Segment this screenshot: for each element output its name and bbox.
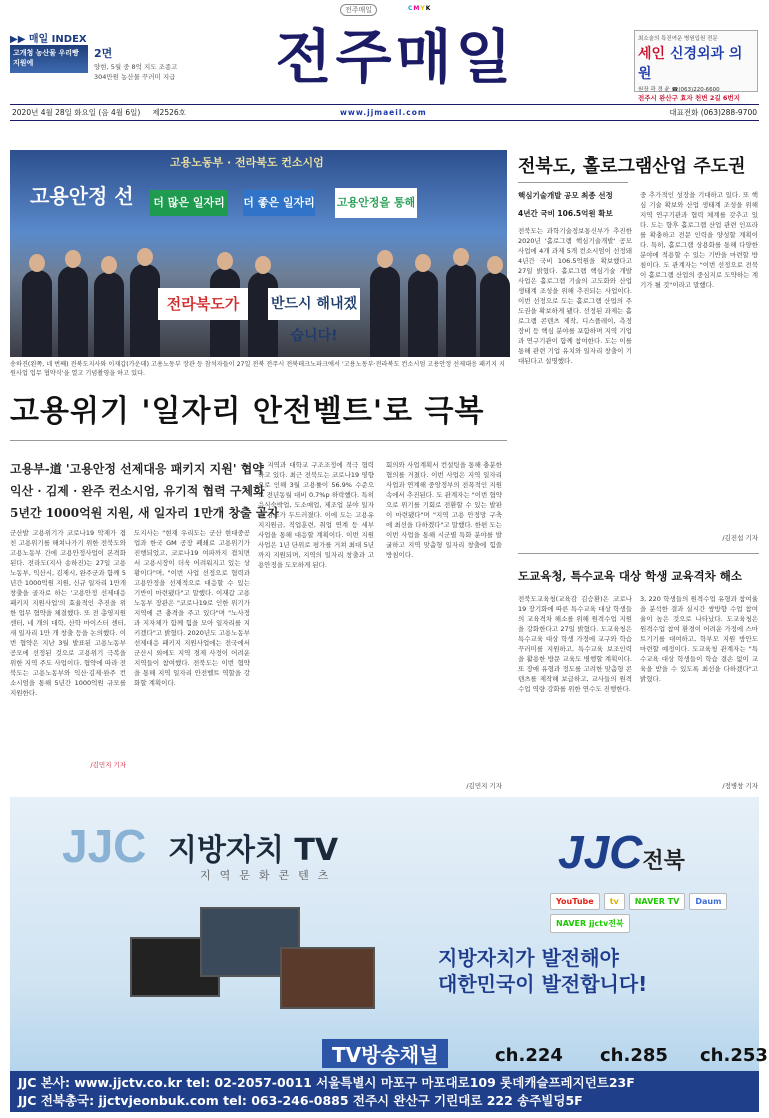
- photo-sign-jeonbuk: 전라북도가: [158, 288, 248, 320]
- hologram-headline[interactable]: 전북도, 홀로그램산업 주도권: [518, 156, 746, 177]
- special-edu-byline: /정병창 기자: [722, 782, 758, 790]
- person-head: [29, 254, 45, 272]
- index-line-1: 양현, 5월 중 8억 지도 조종고: [94, 63, 178, 71]
- hologram-column-2: 중 추가적인 성장을 기대하고 있다. 또 핵심 기술 확보와 산업 생태계 조성을 위해 지역 연구기관과 협력 체계를 갖추고 있다. 도는 향후 홀로그램 산업 관련 인프라를 확충하고 전문 인력을 양성할 계획이다. 특히, 홀로그램 상용화를 통해 다양한 분야에 적용할 수 있는 기반을 마련할 방침이다. 도 관계자는 "이번 선정으로 전북이 홀로그램 산업의 중심지로 도약하는 계기가 될 것"이라고 말했다.: [640, 191, 758, 289]
- person-figure: [370, 266, 400, 357]
- person-figure: [58, 266, 88, 357]
- issue-number: 제2526호: [152, 108, 186, 117]
- photo-sign-pledge: 반드시 해내겠습니다!: [268, 288, 360, 320]
- person-figure: [130, 264, 160, 357]
- person-figure: [22, 270, 52, 357]
- index-page[interactable]: 2면: [94, 47, 113, 60]
- photo-backdrop-text: 고용노동부 · 전라북도 컨소시엄: [170, 156, 324, 169]
- person-head: [377, 250, 393, 268]
- index-label-text: 매일 INDEX: [28, 34, 87, 45]
- main-phone: 대표전화 (063)288-9700: [669, 108, 757, 117]
- person-head: [65, 250, 81, 268]
- article-column-3: 는 지역과 대학교 구조조정에 적극 협력하고 있다. 최근 전북도는 코로나19 영향으로 인해 3월 고용률이 56.9% 수준으로 전년동월 대비 0.7%p 하락했다. 특히 음식숙박업, 도소매업, 제조업 분야 일자리 감소가 두드러졌다. 이에 도는 고용유지지원금, 직업훈련, 취업 연계 등 세부 사업을 통해 대응할 계획이다. 이번 지원 사업은 1년 단위로 평가를 거쳐 최대 5년까지 지원되며, 지역의 일자리 창출과 고용안정을 도모하게 된다.: [258, 461, 374, 569]
- uplus-channel: ch.253: [700, 1045, 768, 1066]
- hospital-ad-phone: 원장 곽 경 윤 ☎(063)220-6600: [638, 87, 720, 93]
- hologram-subhead-1: 핵심기술개발 공모 최종 선정: [518, 191, 613, 200]
- kt-channel: ch.224: [495, 1045, 563, 1066]
- subheadline-1: 고용부-道 '고용안정 선제대응 패키지 지원' 협약: [10, 462, 264, 476]
- cmyk-y: Y: [420, 5, 426, 12]
- index-thumbnail[interactable]: 고개청 농산물 우리빵 지원에: [10, 45, 88, 73]
- jjc-slogan: [438, 945, 647, 997]
- photo-people: [10, 222, 507, 357]
- jjc-jeonbuk-suffix: 전북: [642, 848, 685, 873]
- person-figure: [408, 270, 438, 357]
- cmyk-m: M: [413, 5, 421, 12]
- photo-banner-text: 고용안정 선: [30, 184, 134, 208]
- hospital-ad[interactable]: [634, 30, 758, 102]
- person-head: [487, 256, 503, 274]
- hologram-column-1: 전북도는 과학기술정보통신부가 추진한 2020년 '홀로그램 핵심기술개발' 공모사업에 4개 과제 5개 컨소시엄이 선정돼 4년간 국비 106.5억원을 확보했다고 27일 밝혔다. 홀로그램 핵심기술 개발 사업은 홀로그램 기술의 고도화와 산업 생태계 조성을 위해 추진되는 사업이다. 이번 선정으로 도는 홀로그램 산업의 주도권을 확보하게 됐다. 선정된 과제는 홀로그램 콘텐츠 제작, 디스플레이, 측정 장비 등 핵심 분야를 포함하며 지역 기업과 연구기관이 함께 참여한다. 도는 이를 통해 관련 기업 유치와 일자리 창출이 기대된다고 설명했다.: [518, 227, 632, 365]
- print-mark: 전주매일: [340, 4, 377, 16]
- photo-sign-more-jobs: 더 많은 일자리: [150, 190, 228, 216]
- hologram-byline: /김진섭 기자: [722, 534, 758, 542]
- article-column-1: 군산발 고용위기가 코로나19 악재가 겹친 고용위기를 해쳐나가기 위한 전북도와 고용노동부 간에 고용안정사업이 본격화된다. 전라도(지사 송하진)는 27일 고용노동부, 익산시, 김제시, 완주군과 함께 5년간 1000억원 지원, 신규 일자리 1만개 창출을 골자로 하는 '고용안정 선제대응 패키지 지원사업'의 효율적인 추진을 위한 업무 협약을 체결했다. 또 전 총영지원센터, 네 개의 대학, 산학 마이스터 센터, 새 일자리 1만 개 창출 등을 논의했다. 이번 협약은 지난 3월 발표된 고용노동부 공모에 선정된 것으로 고용위기 극복을 위한 지역 주도 사업이다. 협약에 따라 전북도는 고용노동부와 익산·김제·완주 컨소시엄을 통해 5년간 1000억원 규모를 지원한다.: [10, 529, 126, 697]
- tv-channel-label: TV방송채널: [322, 1039, 448, 1068]
- special-edu-column-1: 전북도교육청(교육감 김승환)은 코로나19 장기화에 따른 특수교육 대상 학생들의 교육격차 해소를 위해 원격수업 지원을 강화한다고 27일 밝혔다. 도교육청은 특수교육 대상 학생 가정에 교구와 학습꾸러미를 지원하고, 특수교육 보조인력을 활용한 방문 교육도 병행할 계획이다. 또 장애 유형과 정도를 고려한 맞춤형 콘텐츠를 제작해 보급하고, 교사들의 원격수업 역량 강화를 위한 연수도 진행한다.: [518, 595, 632, 693]
- platform-logos: [550, 893, 750, 933]
- newspaper-masthead: 전주매일: [275, 23, 516, 91]
- hospital-ad-name: [638, 43, 754, 83]
- main-headline[interactable]: 고용위기 '일자리 안전벨트'로 극복: [10, 394, 485, 429]
- jjc-logo: JJC: [62, 820, 147, 872]
- youtube-logo: YouTube: [550, 893, 600, 910]
- jjc-slogan-line-2: 대한민국이 발전합니다!: [438, 972, 648, 996]
- jjc-jeonbuk-brand: JJC: [558, 826, 643, 878]
- article-column-2: 도지사는 "현재 우리도는 군산 현대중공업과 한국 GM 공장 폐쇄로 고용위기가 진행되었고, 코로나19 여파까지 겹치면서 고용시장이 더욱 어려워지고 있는 상황이다"며, "이번 사업 선정으로 협력과 고용안정을 선제적으로 대응할 수 있는 기반이 마련됐다"고 말했다. 이재갑 고용노동부 장관은 "코로나19로 인한 위기가 지역에 큰 충격을 주고 있다"며 "노사정과 지자체가 함께 힘을 모아 일자리를 지키겠다"고 밝혔다. 2020년도 고용노동부 선제대응 패키지 지원사업에는 전국에서 군산시 외에도 지역 경제 사정이 어려운 지역들이 참여했다. 전북도는 이번 협약을 통해 지역 일자리 안전벨트 역할을 강화할 계획이다.: [134, 529, 250, 687]
- person-figure: [446, 264, 476, 357]
- navertv-logo: NAVER TV: [629, 893, 686, 910]
- hospital-ad-address: 전주시 완산구 효자 천변 2길 6번지: [638, 94, 740, 102]
- divider: [10, 440, 507, 441]
- special-edu-headline[interactable]: 도교육청, 특수교육 대상 학생 교육격차 해소: [518, 569, 742, 583]
- index-summary: [94, 62, 214, 82]
- jjc-jeonbuk-logo: [558, 825, 685, 879]
- divider: [518, 182, 628, 183]
- site-url[interactable]: www.jjmaeil.com: [340, 108, 427, 117]
- tv-screens: [130, 897, 380, 1027]
- jjc-slogan-line-1: 지방자치가 발전해야: [438, 946, 619, 970]
- person-figure: [94, 272, 124, 357]
- jjc-tv-ad[interactable]: [10, 797, 768, 1112]
- article-byline-2: /김민지 기자: [466, 782, 502, 790]
- special-edu-column-2: 3, 220 학생들의 원격수업 유형과 참여율을 분석한 결과 실시간 쌍방향 수업 참여율이 높은 것으로 나타났다. 도교육청은 원격수업 참여 환경이 어려운 가정에 스마트기기를 대여하고, 학부모 지원 방안도 마련할 예정이다. 도교육청 관계자는 "특수교육 대상 학생들이 학습 결손 없이 교육을 받을 수 있도록 최선을 다하겠다"고 밝혔다.: [640, 595, 758, 683]
- hospital-ad-name-main: 세인: [638, 46, 666, 62]
- jjc-contact-info: [10, 1071, 759, 1112]
- cmyk-mark: [408, 5, 431, 12]
- person-head: [453, 248, 469, 266]
- index-label: ▶▶ 매일 INDEX: [10, 34, 87, 45]
- hologram-subhead-2: 4년간 국비 106.5억원 확보: [518, 209, 613, 218]
- naver-jjctv-logo: NAVER jjctv전북: [550, 914, 630, 933]
- dateline-bar: [10, 104, 759, 121]
- hospital-ad-name-sub: 신경외과 의원: [638, 46, 743, 82]
- cmyk-c: C: [408, 5, 414, 12]
- article-byline-1: /김민지 기자: [90, 761, 126, 769]
- btv-channel: ch.285: [600, 1045, 668, 1066]
- lead-photo[interactable]: [10, 150, 507, 357]
- daum-logo: Daum: [689, 893, 727, 910]
- photo-caption: 송하진(왼쪽, 네 번째) 전북도지사와 이재갑(가운데) 고용노동부 장관 등 참석자들이 27일 전북 전주시 전북테크노파크에서 '고용노동부·전라북도 컨소시엄 고용안정 선제대응 패키지 지원사업 업무 협약식'을 열고 기념촬영을 하고 있다.: [10, 361, 505, 377]
- person-figure: [480, 272, 510, 357]
- jjc-ad-title: 지방자치 TV: [168, 833, 339, 868]
- kakaotv-logo: tv: [604, 893, 625, 910]
- index-line-2: 304만원 농산물 꾸러미 지급: [94, 73, 176, 81]
- subheadline-3: 5년간 1000억원 지원, 새 일자리 1만개 창출 골자: [10, 506, 279, 520]
- jjc-hq-info: JJC 본사: www.jjctv.co.kr tel: 02-2057-0011 서울특별시 마포구 마포대로109 롯데캐슬프레지던트23F: [18, 1075, 635, 1090]
- issue-date: 2020년 4월 28일 화요일 (음 4월 6일): [12, 108, 141, 117]
- person-head: [217, 252, 233, 270]
- person-head: [101, 256, 117, 274]
- article-column-4: 회의와 사업계획서 컨설팅을 통해 충분한 협의를 거쳤다. 이번 사업은 지역 일자리사업과 연계해 중앙정부의 전폭적인 지원 속에서 추진된다. 도 관계자는 "이번 협약으로 위기를 기회로 전환할 수 있는 발판이 마련됐다"며 "지역 고용 안정망 구축에 최선을 다하겠다"고 말했다. 한편 도는 이번 사업을 통해 시군별 특화 분야를 발굴하고 지역 맞춤형 일자리 창출에 힘쓸 방침이다.: [386, 461, 502, 559]
- cmyk-k: K: [425, 5, 432, 12]
- photo-sign-stability: 고용안정을 통해: [335, 188, 417, 218]
- person-head: [415, 254, 431, 272]
- tv-channel-band: [10, 1037, 768, 1071]
- photo-sign-better-jobs: 더 좋은 일자리: [243, 190, 315, 216]
- divider: [518, 553, 759, 554]
- jjc-ad-subtitle: 지역문화콘텐츠: [200, 869, 338, 882]
- tv-screen: [280, 947, 375, 1009]
- person-head: [255, 256, 271, 274]
- hospital-ad-tagline: 최소술의 특진여운 병원입원 전문: [638, 36, 718, 42]
- jjc-jeonbuk-info: JJC 전북총국: jjctvjeonbuk.com tel: 063-246-0885 전주시 완산구 기린대로 222 송주빌딩5F: [18, 1093, 583, 1108]
- person-head: [137, 248, 153, 266]
- subheadline-2: 익산 · 김제 · 완주 컨소시엄, 유기적 협력 구체화: [10, 484, 265, 498]
